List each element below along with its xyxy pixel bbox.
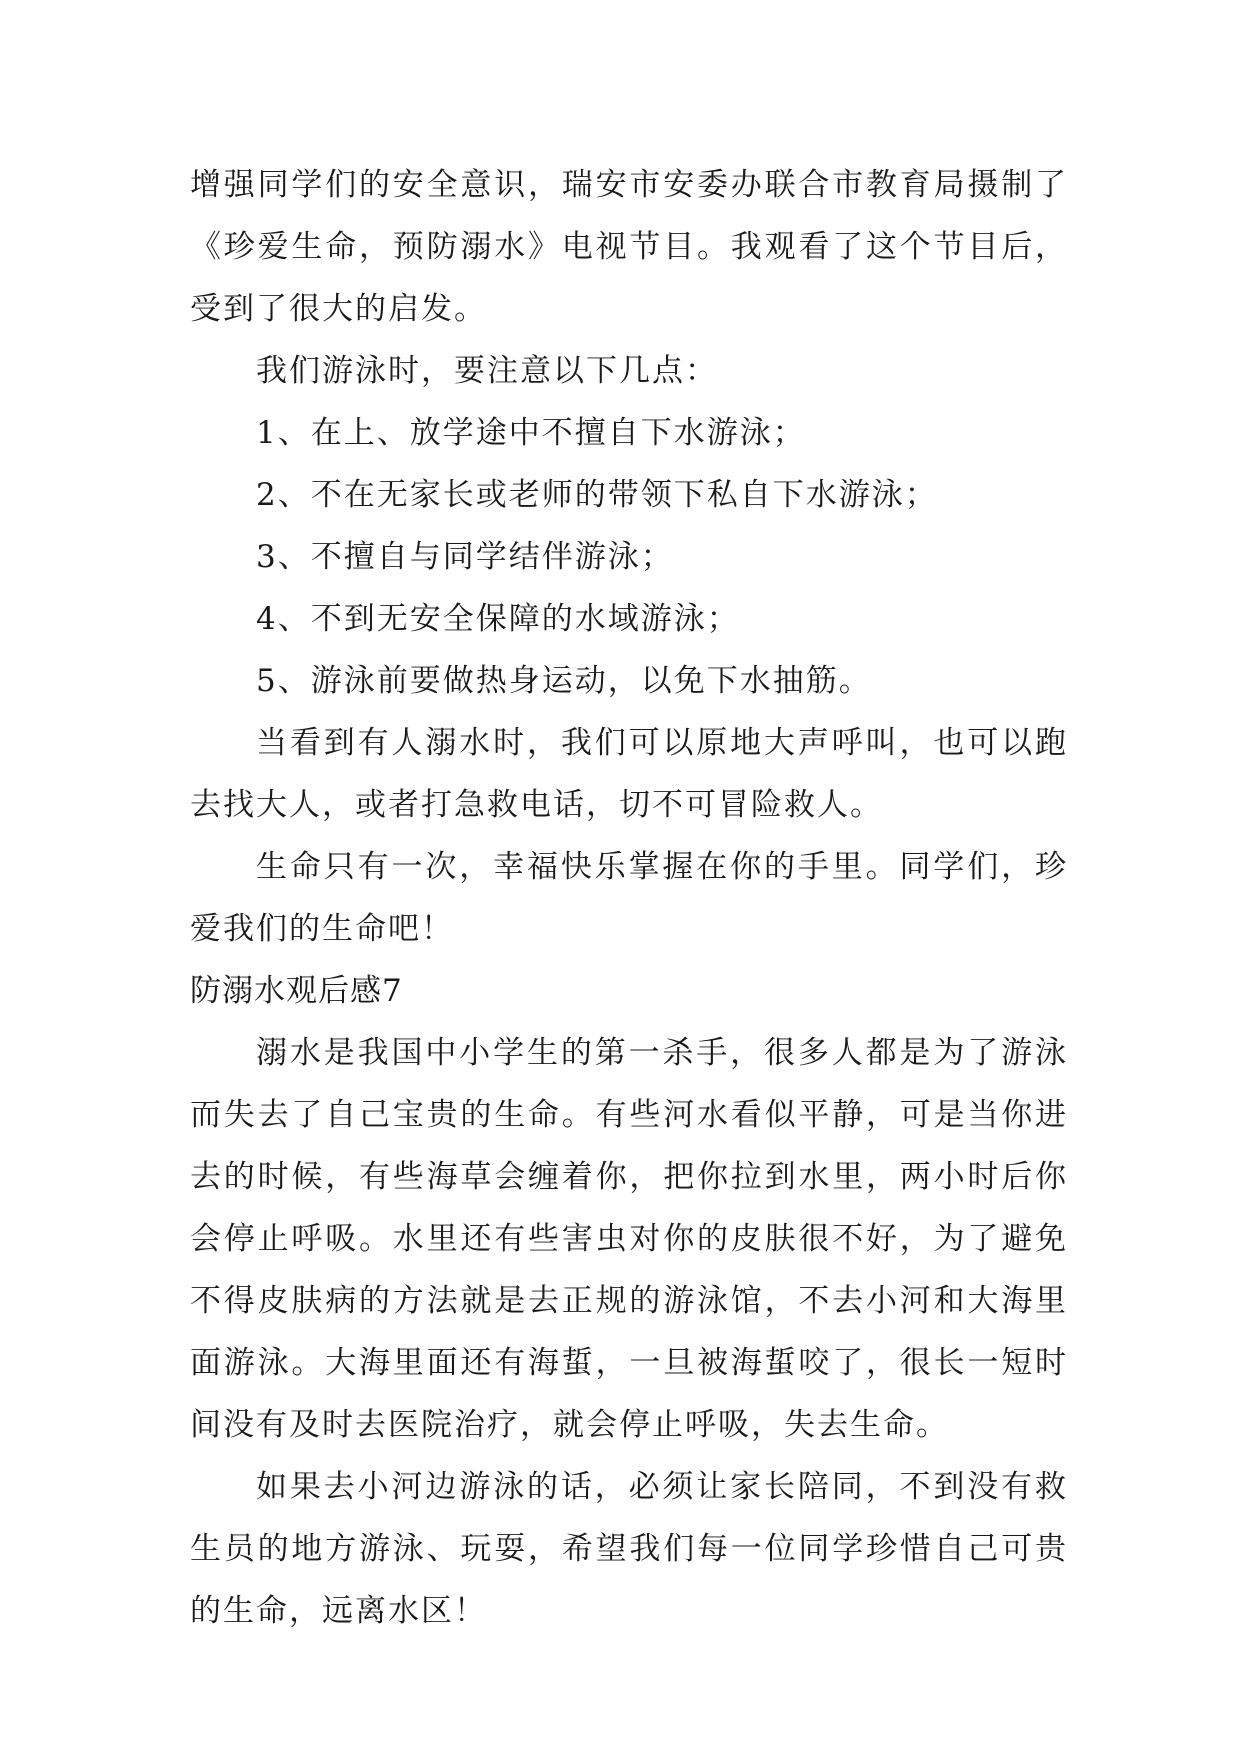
list-item: 1、在上、放学途中不擅自下水游泳； (256, 415, 806, 451)
list-item: 3、不擅自与同学结伴游泳； (256, 539, 674, 575)
section-title: 防溺水观后感7 (190, 973, 403, 1009)
list-item: 4、不到无安全保障的水域游泳； (256, 601, 740, 637)
paragraph: 生命只有一次，幸福快乐掌握在你的手里。同学们，珍爱我们的生命吧！ (190, 849, 1068, 947)
paragraph: 增强同学们的安全意识，瑞安市安委办联合市教育局摄制了《珍爱生命，预防溺水》电视节目。我观看了这个节目后，受到了很大的启发。 (190, 167, 1068, 327)
paragraph: 我们游泳时，要注意以下几点： (256, 353, 718, 389)
list-item: 2、不在无家长或老师的带领下私自下水游泳； (256, 477, 938, 513)
document-body (190, 154, 1068, 1642)
paragraph: 如果去小河边游泳的话，必须让家长陪同，不到没有救生员的地方游泳、玩耍，希望我们每一位同学珍惜自己可贵的生命，远离水区！ (190, 1469, 1068, 1629)
paragraph: 当看到有人溺水时，我们可以原地大声呼叫，也可以跑去找大人，或者打急救电话，切不可冒险救人。 (190, 725, 1068, 823)
list-item: 5、游泳前要做热身运动，以免下水抽筋。 (256, 663, 872, 699)
paragraph: 溺水是我国中小学生的第一杀手，很多人都是为了游泳而失去了自己宝贵的生命。有些河水看似平静，可是当你进去的时候，有些海草会缠着你，把你拉到水里，两小时后你会停止呼吸。水里还有些害虫对你的皮肤很不好，为了避免不得皮肤病的方法就是去正规的游泳馆，不去小河和大海里面游泳。大海里面还有海蜇，一旦被海蜇咬了，很长一短时间没有及时去医院治疗，就会停止呼吸，失去生命。 (190, 1035, 1068, 1443)
